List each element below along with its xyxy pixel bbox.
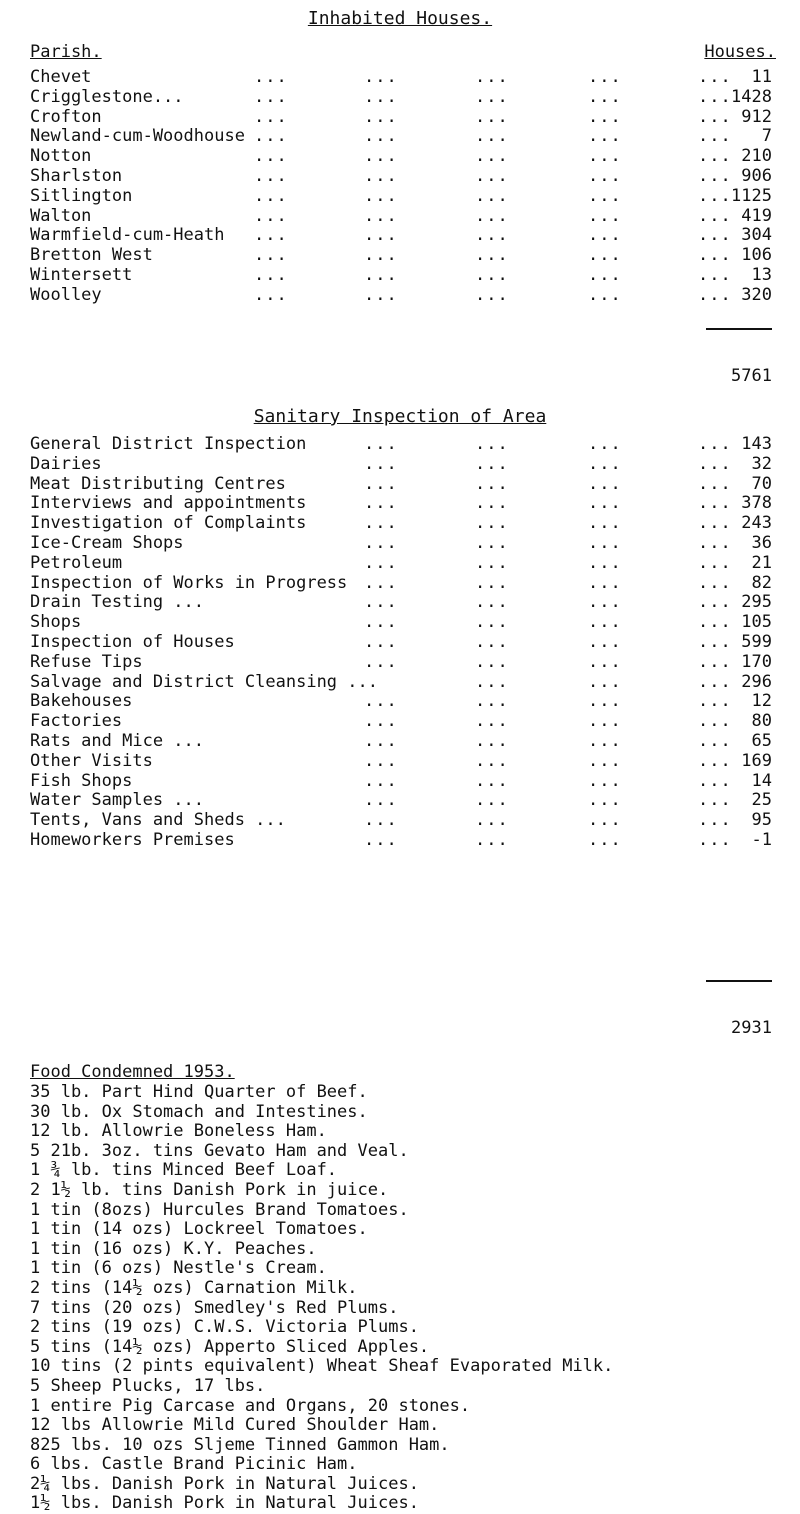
row-label: Salvage and District Cleansing ... xyxy=(30,671,378,692)
table-row: Petroleum ... ... ... ... 21 xyxy=(30,552,772,573)
row-value: 599 xyxy=(741,631,772,652)
row-label: Fish Shops xyxy=(30,770,133,791)
row-label: Tents, Vans and Sheds ... xyxy=(30,810,286,831)
table-row: General District Inspection ... ... ... ... 143 xyxy=(30,434,772,454)
food-condemned-list xyxy=(30,1083,790,1514)
list-item: 6 lbs. Castle Brand Picinic Ham. xyxy=(30,1454,358,1475)
table-row: Sitlington ... ... ... ... ... 1125 xyxy=(30,185,772,206)
list-item: 1 tin (16 ozs) K.Y. Peaches. xyxy=(30,1238,317,1259)
row-label: Water Samples ... xyxy=(30,790,204,811)
list-item: 1½ lbs. Danish Pork in Natural Juices. xyxy=(30,1493,419,1514)
row-label: Crofton xyxy=(30,106,102,127)
list-item: 825 lbs. 10 ozs Sljeme Tinned Gammon Ham. xyxy=(30,1434,450,1455)
table-row: Newland-cum-Woodhouse ... ... ... ... ... 7 xyxy=(30,126,772,147)
inhabited-houses-table xyxy=(30,68,772,306)
table-row: Walton ... ... ... ... ... 419 xyxy=(30,205,772,226)
list-item: 5 21b. 3oz. tins Gevato Ham and Veal. xyxy=(30,1140,409,1161)
table-row: Notton ... ... ... ... ... 210 xyxy=(30,146,772,167)
row-value: 25 xyxy=(751,790,772,811)
row-label: Meat Distributing Centres xyxy=(30,473,286,494)
row-label: Factories xyxy=(30,711,123,732)
row-value: 210 xyxy=(741,146,772,167)
list-item: 5 Sheep Plucks, 17 lbs. xyxy=(30,1375,266,1396)
row-value: 36 xyxy=(751,532,772,553)
row-value: 304 xyxy=(741,225,772,246)
row-label: Newland-cum-Woodhouse xyxy=(30,126,245,147)
list-item: 30 lb. Ox Stomach and Intestines. xyxy=(30,1101,368,1122)
row-value: 21 xyxy=(751,552,772,573)
table-row: Shops ... ... ... ... 105 xyxy=(30,612,772,633)
sanitary-inspection-table xyxy=(30,435,772,851)
row-label: Inspection of Works in Progress xyxy=(30,572,348,593)
table-row: Meat Distributing Centres ... ... ... ... 70 xyxy=(30,473,772,494)
row-value: 95 xyxy=(751,810,772,831)
row-value: 1428 xyxy=(731,86,772,107)
row-label: Investigation of Complaints xyxy=(30,513,307,534)
table-row: Crofton ... ... ... ... ... 912 xyxy=(30,106,772,127)
row-value: 170 xyxy=(741,651,772,672)
row-value: 169 xyxy=(741,750,772,771)
table-row: Tents, Vans and Sheds ... ... ... ... ... 95 xyxy=(30,810,772,831)
row-label: Walton xyxy=(30,205,92,226)
row-label: Notton xyxy=(30,146,92,167)
table-row: Refuse Tips ... ... ... ... 170 xyxy=(30,651,772,672)
row-value: 14 xyxy=(751,770,772,791)
row-label: Refuse Tips xyxy=(30,651,143,672)
table-row: Fish Shops ... ... ... ... 14 xyxy=(30,770,772,791)
list-item: 1 tin (8ozs) Hurcules Brand Tomatoes. xyxy=(30,1199,409,1220)
houses-column-header: Houses. xyxy=(704,42,776,62)
row-value: 13 xyxy=(751,264,772,285)
table-row: Bakehouses ... ... ... ... 12 xyxy=(30,691,772,712)
table-row: Water Samples ... ... ... ... ... 25 xyxy=(30,790,772,811)
row-value: 378 xyxy=(741,493,772,514)
sanitary-inspection-title: Sanitary Inspection of Area xyxy=(253,406,547,427)
row-label: Warmfield-cum-Heath xyxy=(30,225,225,246)
table-row: Investigation of Complaints ... ... ... ... 243 xyxy=(30,513,772,534)
row-label: Petroleum xyxy=(30,552,123,573)
row-label: Other Visits xyxy=(30,750,153,771)
row-value: 32 xyxy=(751,453,772,474)
houses-total: 5761 xyxy=(731,366,772,386)
table-row: Woolley ... ... ... ... ... 320 xyxy=(30,284,772,305)
table-row: Drain Testing ... ... ... ... ... 295 xyxy=(30,592,772,613)
row-label: Bretton West xyxy=(30,245,153,266)
row-label: Woolley xyxy=(30,284,102,305)
table-row: Wintersett ... ... ... ... ... 13 xyxy=(30,264,772,285)
table-row: Other Visits ... ... ... ... 169 xyxy=(30,750,772,771)
list-item: 2 1½ lb. tins Danish Pork in juice. xyxy=(30,1179,389,1200)
row-value: 82 xyxy=(751,572,772,593)
table-row: Crigglestone... ... ... ... ... ... 1428 xyxy=(30,86,772,107)
table-row: Rats and Mice ... ... ... ... ... 65 xyxy=(30,730,772,751)
table-row: Warmfield-cum-Heath ... ... ... ... ... 304 xyxy=(30,225,772,246)
row-value: 419 xyxy=(741,205,772,226)
row-label: Sharlston xyxy=(30,165,123,186)
row-label: Crigglestone... xyxy=(30,86,184,107)
sanitary-total-rule xyxy=(706,980,772,982)
row-value: 80 xyxy=(751,711,772,732)
row-value: 143 xyxy=(741,434,772,454)
row-label: Interviews and appointments xyxy=(30,493,307,514)
row-label: Dairies xyxy=(30,453,102,474)
list-item: 5 tins (14½ ozs) Apperto Sliced Apples. xyxy=(30,1336,430,1357)
table-row: Inspection of Houses ... ... ... ... 599 xyxy=(30,631,772,652)
list-item: 7 tins (20 ozs) Smedley's Red Plums. xyxy=(30,1297,399,1318)
row-label: Homeworkers Premises xyxy=(30,829,235,850)
list-item: 1 tin (14 ozs) Lockreel Tomatoes. xyxy=(30,1219,368,1240)
row-value: 1125 xyxy=(731,185,772,206)
table-row: Dairies ... ... ... ... 32 xyxy=(30,453,772,474)
table-row: Sharlston ... ... ... ... ... 906 xyxy=(30,165,772,186)
parish-column-header: Parish. xyxy=(30,42,102,62)
list-item: 10 tins (2 pints equivalent) Wheat Sheaf Evaporated Milk. xyxy=(30,1356,614,1377)
table-row: Factories ... ... ... ... 80 xyxy=(30,711,772,732)
table-row: Interviews and appointments ... ... ... ... 378 xyxy=(30,493,772,514)
row-value: 12 xyxy=(751,691,772,712)
list-item: 35 lb. Part Hind Quarter of Beef. xyxy=(30,1082,368,1102)
row-value: 65 xyxy=(751,730,772,751)
row-value: -1 xyxy=(751,829,772,850)
list-item: 12 lbs Allowrie Mild Cured Shoulder Ham. xyxy=(30,1415,440,1436)
row-value: 912 xyxy=(741,106,772,127)
row-label: Rats and Mice ... xyxy=(30,730,204,751)
list-item: 2 tins (14½ ozs) Carnation Milk. xyxy=(30,1277,358,1298)
row-value: 11 xyxy=(751,67,772,87)
table-row: Chevet ... ... ... ... ... 11 xyxy=(30,67,772,87)
table-row: Inspection of Works in Progress ... ... ... ... 82 xyxy=(30,572,772,593)
list-item: 2 tins (19 ozs) C.W.S. Victoria Plums. xyxy=(30,1317,419,1338)
list-item: 1 ¾ lb. tins Minced Beef Loaf. xyxy=(30,1160,338,1181)
list-item: 1 entire Pig Carcase and Organs, 20 stones. xyxy=(30,1395,471,1416)
row-label: Inspection of Houses xyxy=(30,631,235,652)
row-label: General District Inspection xyxy=(30,434,307,454)
row-label: Chevet xyxy=(30,67,92,87)
row-label: Shops xyxy=(30,612,82,633)
row-label: Bakehouses xyxy=(30,691,133,712)
list-item: 12 lb. Allowrie Boneless Ham. xyxy=(30,1121,327,1142)
row-label: Ice-Cream Shops xyxy=(30,532,184,553)
row-value: 243 xyxy=(741,513,772,534)
houses-total-rule xyxy=(706,328,772,330)
list-item: 1 tin (6 ozs) Nestle's Cream. xyxy=(30,1258,327,1279)
row-label: Drain Testing ... xyxy=(30,592,204,613)
row-label: Sitlington xyxy=(30,185,133,206)
row-value: 105 xyxy=(741,612,772,633)
food-condemned-title: Food Condemned 1953. xyxy=(30,1062,235,1082)
row-value: 70 xyxy=(751,473,772,494)
sanitary-total: 2931 xyxy=(731,1018,772,1038)
row-value: 295 xyxy=(741,592,772,613)
inhabited-houses-title: Inhabited Houses. xyxy=(307,8,493,29)
table-row: Ice-Cream Shops ... ... ... ... 36 xyxy=(30,532,772,553)
row-value: 106 xyxy=(741,245,772,266)
row-label: Wintersett xyxy=(30,264,133,285)
table-row: Homeworkers Premises ... ... ... ... -1 xyxy=(30,829,772,850)
row-value: 320 xyxy=(741,284,772,305)
row-value: 906 xyxy=(741,165,772,186)
row-value: 7 xyxy=(761,126,772,147)
table-row: Bretton West ... ... ... ... ... 106 xyxy=(30,245,772,266)
list-item: 2¼ lbs. Danish Pork in Natural Juices. xyxy=(30,1473,419,1494)
table-row: Salvage and District Cleansing ... ... ... ... 296 xyxy=(30,671,772,692)
row-value: 296 xyxy=(741,671,772,692)
